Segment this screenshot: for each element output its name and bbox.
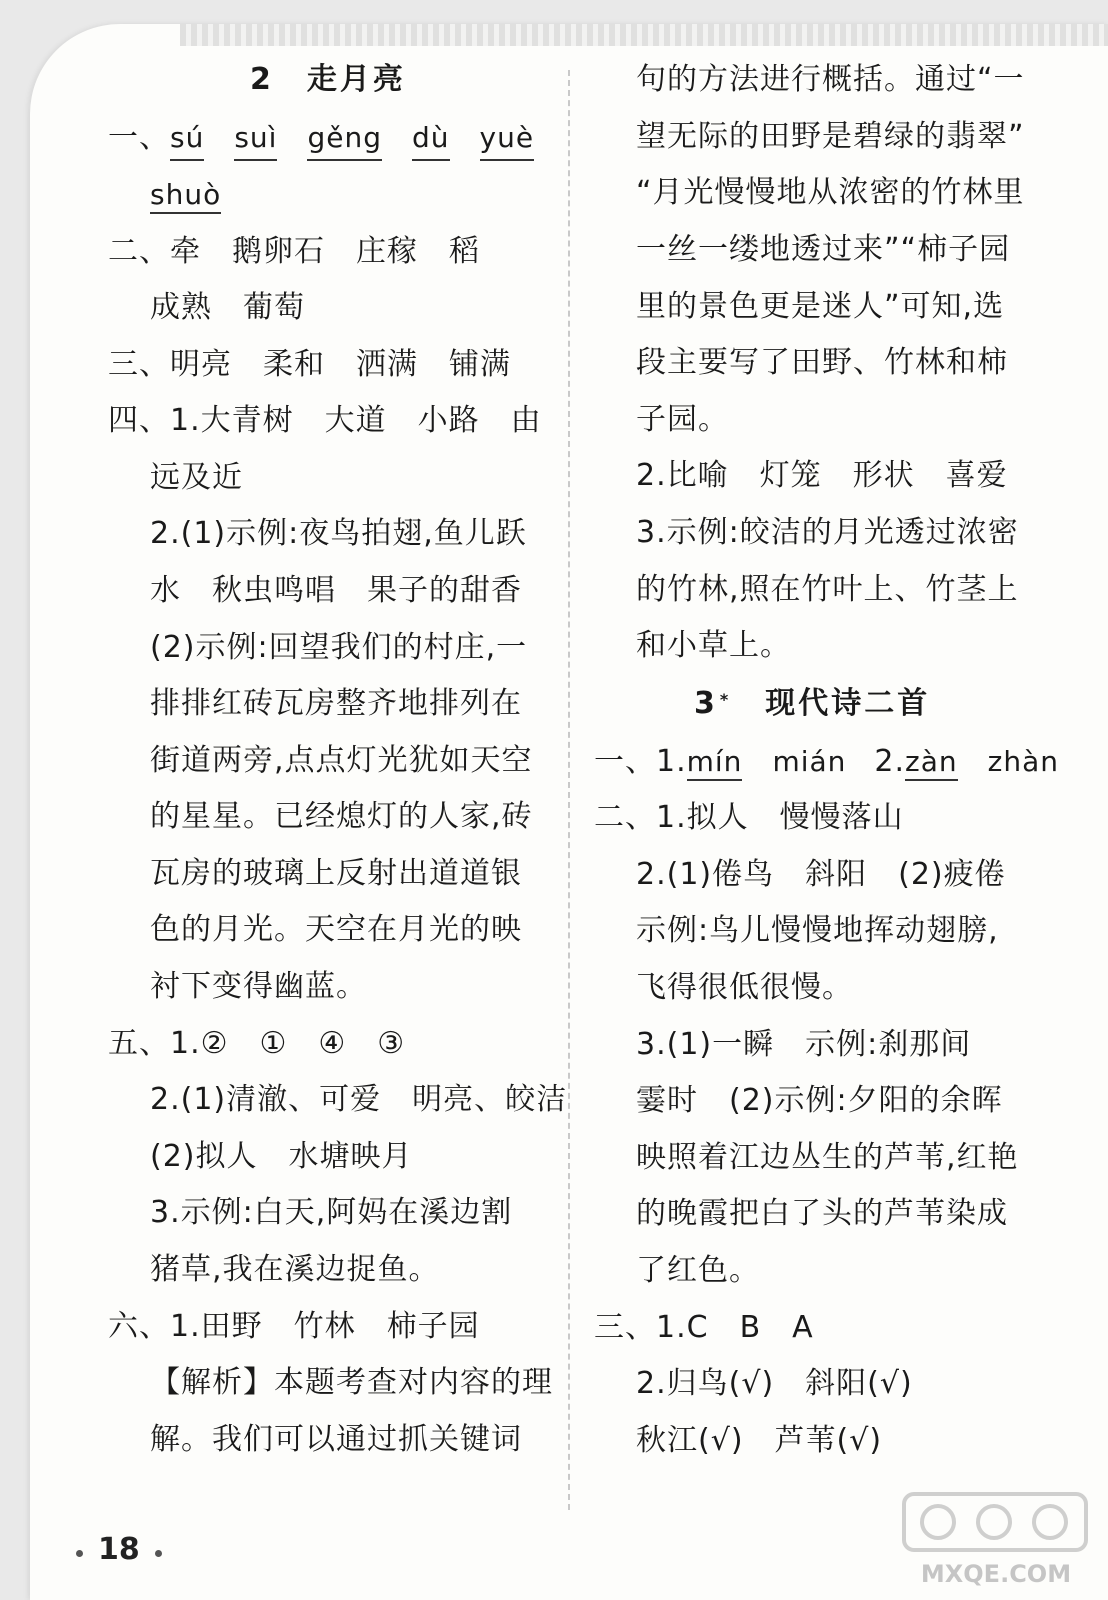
answer-label: 一、1.	[594, 744, 687, 779]
answer-line: 示例:鸟儿慢慢地挥动翅膀,	[636, 913, 999, 948]
watermark-text: MXQE.COM	[920, 1560, 1072, 1588]
watermark-logo	[898, 1490, 1094, 1590]
pinyin-item: shuò	[150, 178, 221, 214]
answer-line: 水 秋虫鸣唱 果子的甜香	[150, 573, 522, 608]
answer-label: 2.	[874, 744, 906, 779]
answer-line: 的晚霞把白了头的芦苇染成	[636, 1196, 1008, 1231]
answer-line: 三、明亮 柔和 洒满 铺满	[108, 347, 511, 382]
answer-line: 二、1.拟人 慢慢落山	[594, 800, 904, 835]
answer-line: 飞得很低很慢。	[636, 970, 853, 1005]
answer-line: 排排红砖瓦房整齐地排列在	[150, 686, 522, 721]
answer-line: 映照着江边丛生的芦苇,红艳	[636, 1140, 1019, 1175]
answer-line: 子园。	[636, 402, 729, 437]
column-divider	[568, 70, 570, 1510]
section-number: 3	[694, 686, 718, 721]
answer-line: 句的方法进行概括。通过“一	[636, 62, 1025, 97]
answer-line: (2)拟人 水塘映月	[150, 1139, 413, 1174]
pinyin-item: mín	[687, 745, 743, 781]
section-title-2: 2 走月亮	[250, 62, 406, 97]
answer-line: 三、1.C B A	[594, 1310, 814, 1345]
s1-label: 一、	[108, 120, 170, 155]
answer-line: 四、1.大青树 大道 小路 由	[108, 403, 542, 438]
answer-line: 和小草上。	[636, 628, 791, 663]
section-title-text: 现代诗二首	[765, 686, 931, 721]
answer-line: 二、牵 鹅卵石 庄稼 稻	[108, 234, 480, 269]
answer-line: 段主要写了田野、竹林和柿	[636, 345, 1008, 380]
answer-line: 街道两旁,点点灯光犹如天空	[150, 743, 533, 778]
answer-line: 衬下变得幽蓝。	[150, 969, 367, 1004]
answer-line: 秋江(√) 芦苇(√)	[636, 1423, 883, 1458]
answer-line: 五、1.② ① ④ ③	[108, 1026, 406, 1061]
answer-line: 望无际的田野是碧绿的翡翠”	[636, 119, 1025, 154]
answer-line: 【解析】本题考查对内容的理	[150, 1365, 553, 1400]
pinyin-answer-row	[594, 742, 1059, 782]
answer-line: 一丝一缕地透过来”“柿子园	[636, 232, 1011, 267]
answer-line: 2.(1)示例:夜鸟拍翅,鱼儿跃	[150, 516, 527, 551]
answer-line: 2.(1)倦鸟 斜阳 (2)疲倦	[636, 857, 1006, 892]
s1-pinyin-row	[108, 118, 564, 161]
answer-line: 3.示例:皎洁的月光透过浓密	[636, 515, 1019, 550]
answer-line: 远及近	[150, 460, 243, 495]
page-number: 18	[98, 1532, 140, 1567]
pinyin-item: sú	[170, 118, 204, 161]
answer-line: 的星星。已经熄灯的人家,砖	[150, 799, 533, 834]
s1-pinyin-row2	[150, 175, 221, 215]
answer-line: 霎时 (2)示例:夕阳的余晖	[636, 1083, 1003, 1118]
answer-line: 了红色。	[636, 1253, 760, 1288]
pinyin-item: suì	[234, 118, 277, 161]
answer-line: 猪草,我在溪边捉鱼。	[150, 1252, 440, 1287]
answer-line: 2.(1)清澈、可爱 明亮、皎洁	[150, 1082, 568, 1117]
answer-line: 的竹林,照在竹叶上、竹茎上	[636, 572, 1019, 607]
answer-line: 3.(1)一瞬 示例:刹那间	[636, 1027, 972, 1062]
pinyin-item: zàn	[905, 745, 958, 781]
pinyin-item: yuè	[480, 118, 535, 161]
answer-line: 2.比喻 灯笼 形状 喜爱	[636, 458, 1008, 493]
pinyin-item: zhàn	[987, 745, 1059, 778]
answer-line: “月光慢慢地从浓密的竹林里	[636, 175, 1025, 210]
answer-line: 色的月光。天空在月光的映	[150, 912, 522, 947]
answer-line: 成熟 葡萄	[150, 290, 305, 325]
answer-line: 里的景色更是迷人”可知,选	[636, 289, 1005, 324]
pinyin-item: gěng	[307, 118, 382, 161]
section-title-3	[694, 684, 930, 724]
answer-line: 2.归鸟(√) 斜阳(√)	[636, 1366, 913, 1401]
answer-line: (2)示例:回望我们的村庄,一	[150, 630, 528, 665]
optional-star: *	[719, 690, 732, 709]
answer-line: 解。我们可以通过抓关键词	[150, 1422, 522, 1457]
answer-line: 瓦房的玻璃上反射出道道银	[150, 856, 522, 891]
answer-line: 3.示例:白天,阿妈在溪边割	[150, 1195, 513, 1230]
answer-line: 六、1.田野 竹林 柿子园	[108, 1309, 480, 1344]
pinyin-item: dù	[412, 118, 450, 161]
top-edge-strip	[180, 24, 1108, 46]
pinyin-item: mián	[772, 745, 847, 778]
